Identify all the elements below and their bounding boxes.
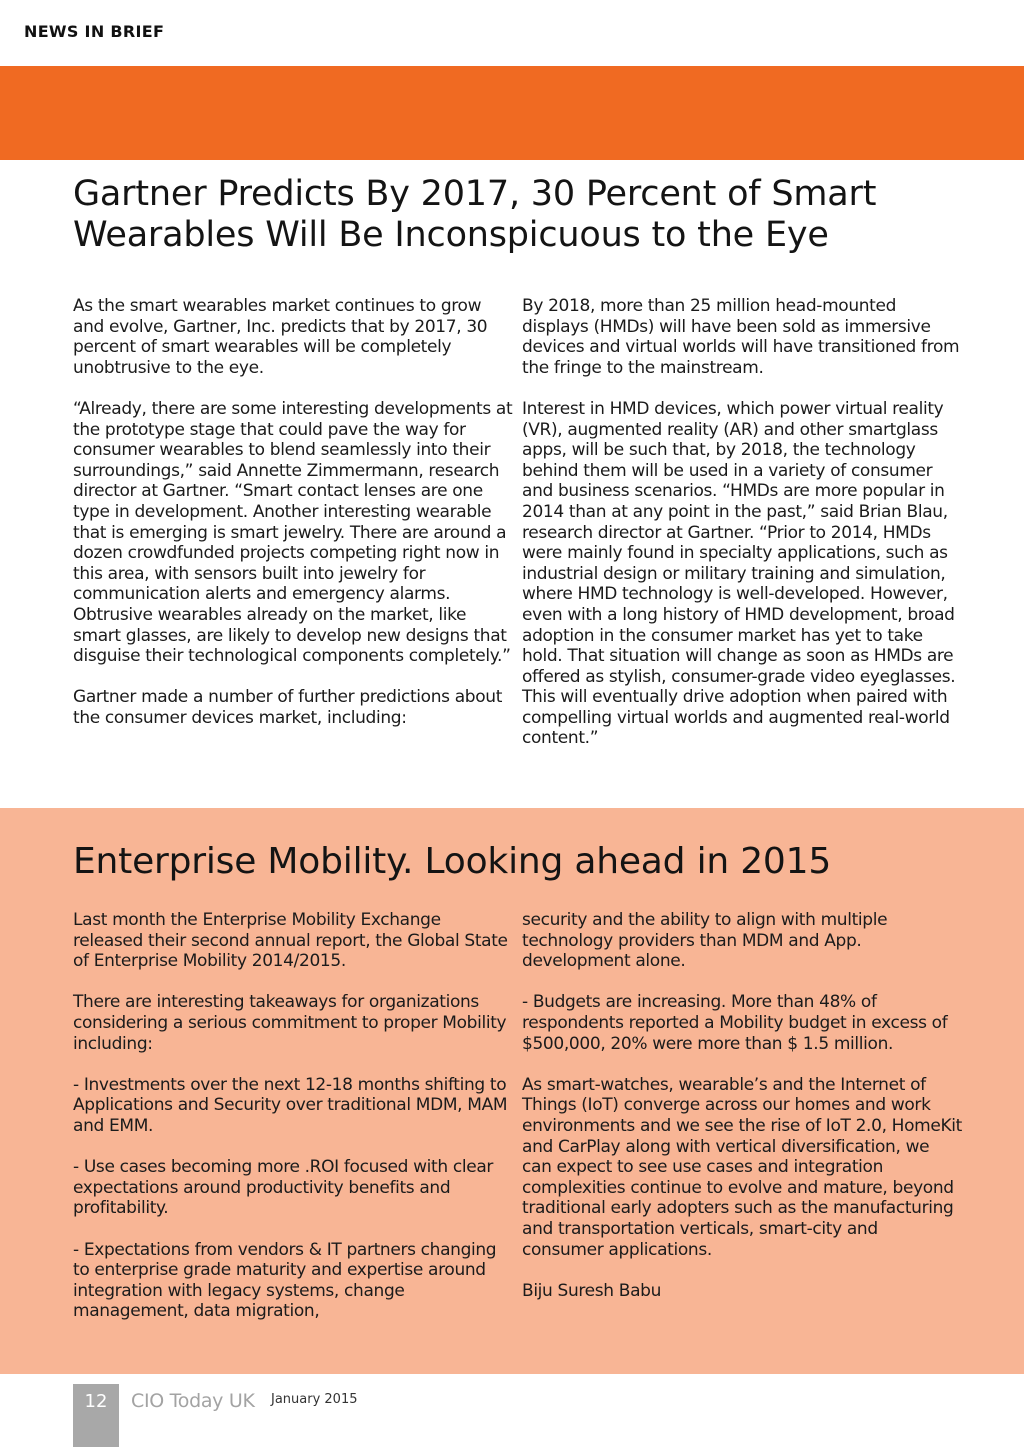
article2-paragraph: - Budgets are increasing. More than 48% of respondents reported a Mobility budget in excess of $500,000, 20% were more than $ 1.5 million. <box>522 992 948 1054</box>
header-accent-band <box>0 66 1024 160</box>
article1-paragraph: By 2018, more than 25 million head-mounted displays (HMDs) will have been sold as immersive devices and virtual worlds will have transitioned from the fringe to the mainstream. <box>522 296 960 378</box>
article2-paragraph: As smart-watches, wearable’s and the Internet of Things (IoT) converge across our homes and work environments and we see the rise of IoT 2.0, HomeKit and CarPlay along with vertical diversification, we can expect to see use cases and integration complexities continue to evolve and mature, beyond traditional early adopters such as the manufacturing and transportation verticals, smart-city and consumer applications. <box>522 1074 962 1260</box>
article2-title: Enterprise Mobility. Looking ahead in 2015 <box>73 841 832 882</box>
article2-paragraph: - Use cases becoming more .ROI focused with clear expectations around productivity benefits and profitability. <box>73 1157 494 1219</box>
article1-paragraph: Interest in HMD devices, which power virtual reality (VR), augmented reality (AR) and other smartglass apps, will be such that, by 2018, the technology behind them will be used in a variety of consumer and business scenarios. “HMDs are more popular in 2014 than at any point in the past,” said Brian Blau, research director at Gartner. “Prior to 2014, HMDs were mainly found in specialty applications, such as industrial design or military training and simulation, where HMD technology is well-developed. However, even with a long history of HMD development, broad adoption in the consumer market has yet to take hold. That situation will change as soon as HMDs are offered as stylish, consumer-grade video eyeglasses. This will eventually drive adoption when paired with compelling virtual worlds and augmented real-world content.” <box>522 398 956 749</box>
article2-right-column <box>522 910 962 1301</box>
article1-paragraph: “Already, there are some interesting developments at the prototype stage that could pave the way for consumer wearables to blend seamlessly into their surroundings,” said Annette Zimmermann, research director at Gartner. “Smart contact lenses are one type in development. Another interesting wearable that is emerging is smart jewelry. There are around a dozen crowdfunded projects competing right now in this area, with sensors built into jewelry for communication alerts and emergency alarms. Obtrusive wearables already on the market, like smart glasses, are likely to develop new designs that disguise their technological components completely.” <box>73 398 513 667</box>
article2-paragraph: - Investments over the next 12-18 months shifting to Applications and Security over traditional MDM, MAM and EMM. <box>73 1074 508 1136</box>
article1-paragraph: Gartner made a number of further predictions about the consumer devices market, including: <box>73 687 503 728</box>
article2-paragraph: There are interesting takeaways for organizations considering a serious commitment to proper Mobility including: <box>73 992 507 1054</box>
article2-author: Biju Suresh Babu <box>522 1280 662 1301</box>
article1-left-column <box>73 296 513 728</box>
article2-paragraph: Last month the Enterprise Mobility Exchange released their second annual report, the Global State of Enterprise Mobility 2014/2015. <box>73 910 508 972</box>
page-number: 12 <box>84 1391 108 1412</box>
article1-title <box>73 174 973 256</box>
article1-paragraph: As the smart wearables market continues to grow and evolve, Gartner, Inc. predicts that by 2017, 30 percent of smart wearables will be completely unobtrusive to the eye. <box>73 296 488 378</box>
section-label: NEWS IN BRIEF <box>24 22 165 41</box>
publication-name: CIO Today UK <box>131 1390 255 1412</box>
article2-paragraph: - Expectations from vendors & IT partners changing to enterprise grade maturity and expertise around integration with legacy systems, change management, data migration, <box>73 1239 497 1322</box>
article1-title-line2: Wearables Will Be Inconspicuous to the Eye <box>73 215 829 255</box>
article2-paragraph: security and the ability to align with multiple technology providers than MDM and App. development alone. <box>522 910 888 972</box>
article2-left-column <box>73 910 513 1322</box>
article1-right-column <box>522 296 962 749</box>
issue-date: January 2015 <box>271 1392 358 1407</box>
article1-title-line1: Gartner Predicts By 2017, 30 Percent of Smart <box>73 174 877 214</box>
